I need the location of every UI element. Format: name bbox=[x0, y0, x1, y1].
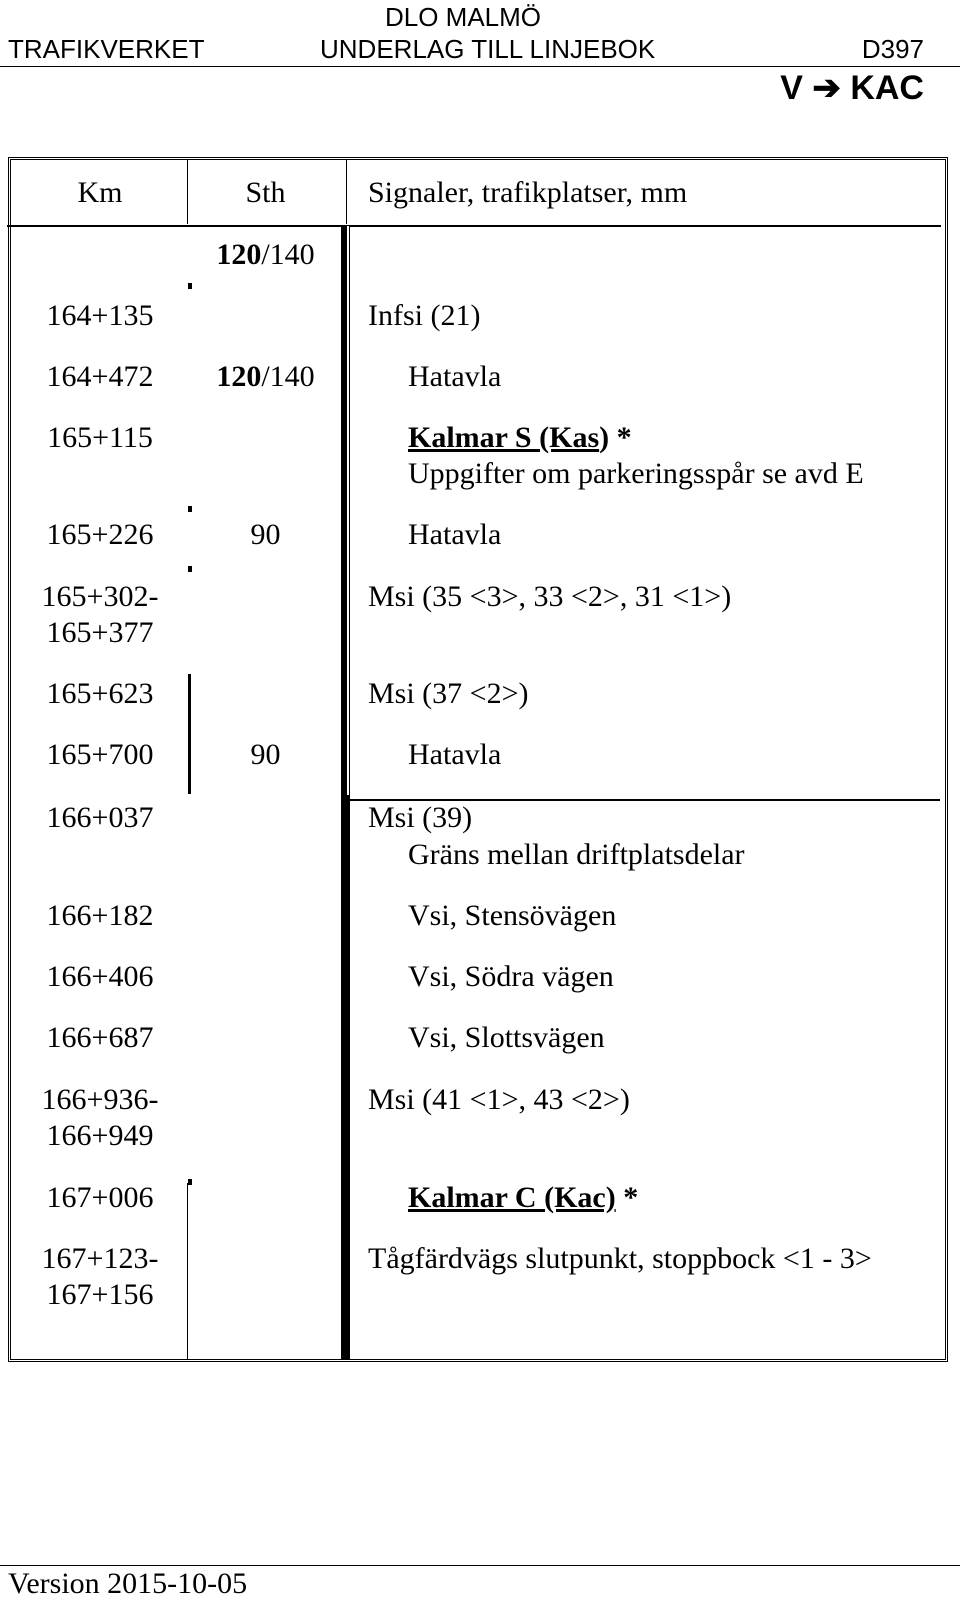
signal-note: Uppgifter om parkeringsspår se avd E bbox=[408, 457, 864, 490]
signal-entry: Msi (37 <2>) bbox=[368, 677, 529, 710]
km-value: 165+377 bbox=[46, 616, 154, 649]
arrow-right-icon: ➔ bbox=[812, 69, 841, 107]
speed-tick bbox=[188, 283, 192, 289]
km-value: 166+037 bbox=[46, 801, 154, 834]
km-value: 165+302- bbox=[41, 580, 159, 613]
direction-indicator bbox=[780, 68, 924, 108]
station-marker: ) * bbox=[599, 421, 632, 454]
signal-entry: Vsi, Södra vägen bbox=[408, 960, 614, 993]
footer-rule bbox=[0, 1565, 960, 1566]
signal-entry: Msi (35 <3>, 33 <2>, 31 <1>) bbox=[368, 580, 732, 613]
signal-entry: Infsi (21) bbox=[368, 299, 481, 332]
speed-tick bbox=[188, 566, 192, 572]
double-track-gap bbox=[347, 226, 349, 795]
signal-entry: Vsi, Slottsvägen bbox=[408, 1021, 605, 1054]
speed-secondary: /140 bbox=[261, 360, 315, 393]
signal-entry: Hatavla bbox=[408, 518, 502, 551]
station-entry bbox=[408, 1180, 638, 1216]
km-value: 165+700 bbox=[46, 738, 154, 771]
km-value: 166+182 bbox=[46, 899, 154, 932]
column-header-sth: Sth bbox=[245, 176, 286, 209]
speed-primary: 120 bbox=[216, 360, 262, 393]
header-rule bbox=[0, 66, 960, 67]
speed-value: 90 bbox=[250, 738, 281, 771]
speed-tick bbox=[188, 1179, 192, 1185]
km-value: 167+156 bbox=[46, 1278, 154, 1311]
table-header-rule bbox=[7, 225, 941, 227]
version-label: Version 2015-10-05 bbox=[8, 1567, 248, 1600]
direction-to: KAC bbox=[850, 69, 924, 107]
column-header-km: Km bbox=[77, 176, 123, 209]
km-value: 167+006 bbox=[46, 1181, 154, 1214]
speed-value bbox=[188, 237, 343, 273]
station-name: Kalmar C (Kac) bbox=[408, 1181, 616, 1214]
km-value: 166+406 bbox=[46, 960, 154, 993]
speed-secondary: /140 bbox=[261, 238, 315, 271]
column-header-signals: Signaler, trafikplatser, mm bbox=[368, 176, 688, 209]
km-value: 164+135 bbox=[46, 299, 154, 332]
signal-entry: Tågfärdvägs slutpunkt, stoppbock <1 - 3> bbox=[368, 1242, 872, 1275]
station-name: Kalmar S (Kas bbox=[408, 421, 600, 454]
speed-section-marker bbox=[188, 674, 191, 794]
km-value: 165+226 bbox=[46, 518, 154, 551]
km-value: 166+949 bbox=[46, 1119, 154, 1152]
station-marker: * bbox=[615, 1181, 639, 1214]
document-title: UNDERLAG TILL LINJEBOK bbox=[320, 34, 656, 64]
direction-from: V bbox=[780, 69, 803, 107]
signal-entry: Vsi, Stensövägen bbox=[408, 899, 617, 932]
district-label: DLO MALMÖ bbox=[385, 2, 542, 32]
km-value: 165+115 bbox=[47, 421, 153, 454]
signal-note: Gräns mellan driftplatsdelar bbox=[408, 838, 745, 871]
signal-entry: Msi (41 <1>, 43 <2>) bbox=[368, 1083, 630, 1116]
km-value: 166+687 bbox=[46, 1021, 154, 1054]
station-entry bbox=[408, 420, 632, 456]
signal-entry: Hatavla bbox=[408, 360, 502, 393]
speed-tick bbox=[188, 506, 192, 512]
signal-entry: Hatavla bbox=[408, 738, 502, 771]
document-code: D397 bbox=[861, 34, 924, 64]
speed-primary: 120 bbox=[216, 238, 262, 271]
km-value: 167+123- bbox=[41, 1242, 159, 1275]
column-divider-sth bbox=[346, 160, 347, 224]
km-value: 164+472 bbox=[46, 360, 154, 393]
organization-label: TRAFIKVERKET bbox=[8, 34, 205, 64]
column-divider-km-lower bbox=[187, 1183, 188, 1359]
signal-entry: Msi (39) bbox=[368, 801, 473, 834]
speed-value bbox=[188, 359, 343, 395]
km-value: 165+623 bbox=[46, 677, 154, 710]
km-value: 166+936- bbox=[41, 1083, 159, 1116]
speed-value: 90 bbox=[250, 518, 281, 551]
